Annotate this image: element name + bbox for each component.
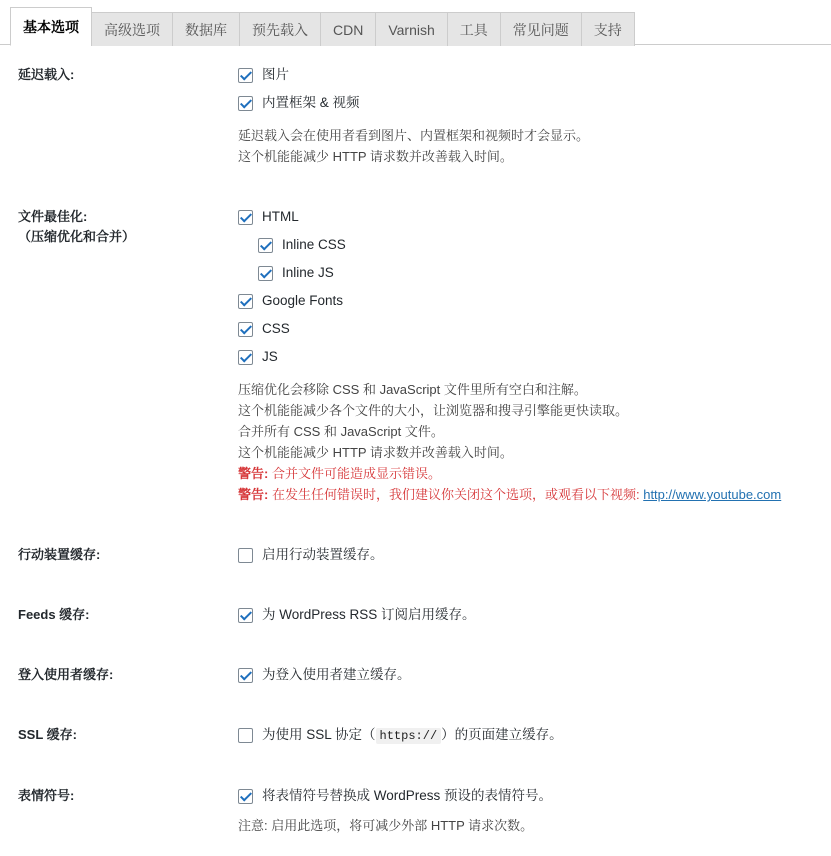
checkbox-label: Inline JS [282,265,334,280]
checkbox-logged-user-cache[interactable] [238,665,821,685]
ssl-cache-label: SSL 缓存: [18,727,77,742]
tab-label: 工具 [459,22,488,38]
tab-label: 支持 [593,22,622,38]
minify-description [238,379,821,505]
description-line: 这个机能能减少 HTTP 请求数并改善载入时间。 [238,149,513,164]
description-line: 这个机能能减少各个文件的大小，让浏览器和搜寻引擎能更快读取。 [238,403,629,418]
warning-text: 在发生任何错误时，我们建议你关闭这个选项，或观看以下视频: [271,487,640,502]
emoji-note: 注意: 启用此选项，将可减少外部 HTTP 请求次数。 [238,818,534,833]
checkbox-box[interactable] [238,350,253,365]
checkbox-box[interactable] [238,210,253,225]
tab-label: CDN [333,22,364,38]
ssl-protocol-code: https:// [376,728,442,744]
mobile-cache-field [220,525,831,585]
tab-label: 数据库 [185,22,227,38]
tab-bar [0,0,831,45]
tab-faq[interactable] [500,12,582,46]
row-ssl-cache [0,705,831,766]
tab-support[interactable] [581,12,635,46]
minify-warning-error [238,484,821,505]
mobile-cache-label: 行动装置缓存: [18,547,101,562]
checkbox-ssl-cache[interactable] [238,725,821,746]
youtube-link[interactable]: http://www.youtube.com [643,487,782,502]
checkbox-minify-css[interactable] [238,319,821,339]
row-minify [0,187,831,525]
tab-tools[interactable] [447,12,501,46]
lazyload-description [238,125,821,167]
checkbox-lazyload-images[interactable] [238,65,821,85]
lazyload-label: 延迟载入: [18,67,75,82]
checkbox-box[interactable] [238,322,253,337]
checkbox-label: 图片 [262,67,289,82]
checkbox-label: Google Fonts [262,293,344,308]
checkbox-emoji[interactable] [238,786,821,806]
checkbox-minify-js[interactable] [238,347,821,367]
tab-list [10,0,831,45]
checkbox-label: HTML [262,209,299,224]
tab-label: 高级选项 [104,22,160,38]
checkbox-label: 启用行动装置缓存。 [262,547,384,562]
checkbox-minify-google-fonts[interactable] [238,291,821,311]
checkbox-lazyload-iframes-videos[interactable] [238,93,821,113]
ssl-label-prefix: 为使用 SSL 协定（ [262,727,376,742]
tab-label: 预先载入 [252,22,308,38]
description-line: 压缩优化会移除 CSS 和 JavaScript 文件里所有空白和注解。 [238,382,587,397]
row-logged-user-cache [0,645,831,705]
emoji-field [220,766,831,856]
tab-varnish[interactable] [375,12,447,46]
checkbox-mobile-cache[interactable] [238,545,821,565]
checkbox-label: 为登入使用者建立缓存。 [262,667,411,682]
tab-advanced[interactable] [91,12,173,46]
warning-prefix: 警告: [238,466,269,481]
checkbox-label [262,725,563,746]
checkbox-label: 内置框架 & 视频 [262,95,360,110]
checkbox-label: 为 WordPress RSS 订阅启用缓存。 [262,607,476,622]
description-line: 这个机能能减少 HTTP 请求数并改善载入时间。 [238,445,513,460]
checkbox-box[interactable] [238,96,253,111]
checkbox-feeds-cache[interactable] [238,605,821,625]
row-feeds-cache [0,585,831,645]
tab-cdn[interactable] [320,12,376,46]
minify-warning-combine [238,463,821,484]
feeds-cache-field [220,585,831,645]
lazyload-field [220,45,831,187]
checkbox-label: JS [262,349,278,364]
warning-text: 合并文件可能造成显示错误。 [271,466,441,481]
tab-label: Varnish [388,22,435,38]
checkbox-box[interactable] [238,548,253,563]
tab-database[interactable] [172,12,240,46]
logged-user-cache-label: 登入使用者缓存: [18,667,114,682]
checkbox-box[interactable] [238,668,253,683]
minify-label [0,187,220,267]
minify-label-main: 文件最佳化: [18,209,88,224]
checkbox-label: CSS [262,321,290,336]
tab-basic[interactable] [10,7,92,46]
checkbox-box[interactable] [238,789,253,804]
checkbox-box[interactable] [258,238,273,253]
feeds-cache-label: Feeds 缓存: [18,607,90,622]
checkbox-box[interactable] [238,294,253,309]
tab-label: 基本选项 [23,19,79,35]
minify-label-sub: （压缩优化和合并） [18,229,136,244]
checkbox-label: Inline CSS [282,237,346,252]
tab-preload[interactable] [239,12,321,46]
checkbox-minify-html[interactable] [238,207,821,227]
row-lazyload [0,45,831,187]
checkbox-box[interactable] [238,608,253,623]
emoji-label: 表情符号: [18,788,75,803]
warning-prefix: 警告: [238,487,269,502]
row-emoji [0,766,831,856]
checkbox-minify-inline-css[interactable] [258,235,821,255]
ssl-cache-field [220,705,831,766]
checkbox-box[interactable] [258,266,273,281]
description-line: 延迟载入会在使用者看到图片、内置框架和视频时才会显示。 [238,128,590,143]
description-line: 合并所有 CSS 和 JavaScript 文件。 [238,424,444,439]
tab-label: 常见问题 [512,22,569,38]
row-mobile-cache [0,525,831,585]
checkbox-label: 将表情符号替换成 WordPress 预设的表情符号。 [262,788,553,803]
checkbox-box[interactable] [238,728,253,743]
logged-user-cache-field [220,645,831,705]
minify-field [220,187,831,525]
checkbox-minify-inline-js[interactable] [258,263,821,283]
ssl-label-suffix: ）的页面建立缓存。 [441,727,563,742]
settings-form [0,45,831,856]
checkbox-box[interactable] [238,68,253,83]
